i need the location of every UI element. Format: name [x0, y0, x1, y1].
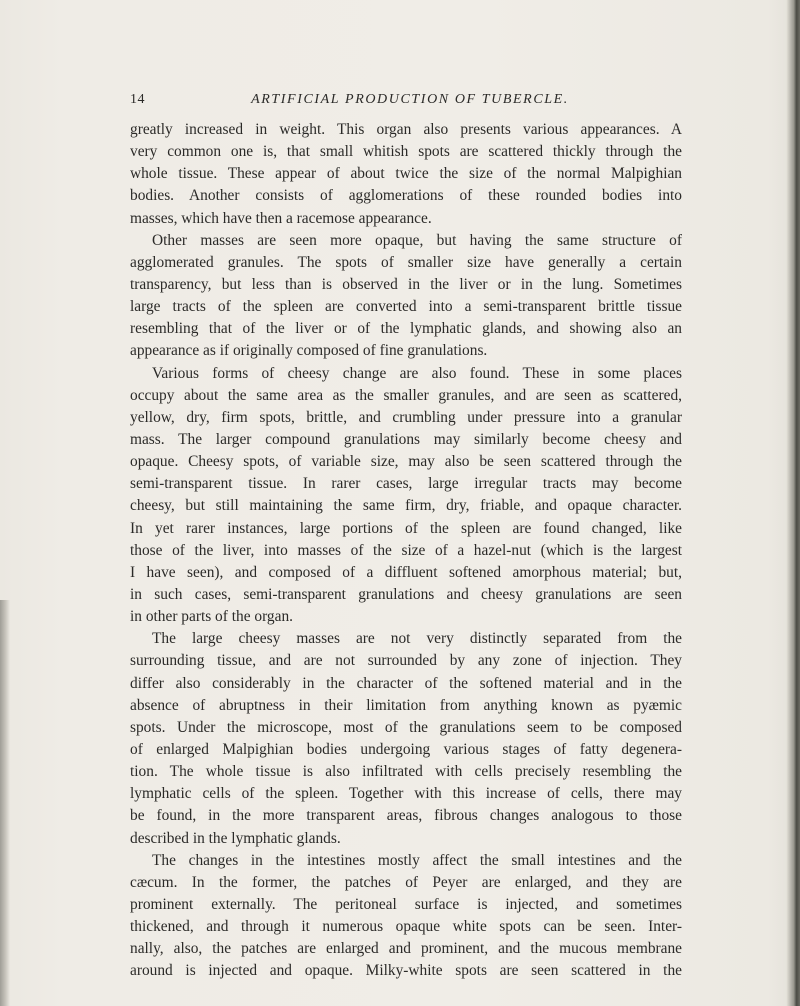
text-line: nally, also, the patches are enlarged and prominent, and the mucous membrane — [130, 940, 682, 958]
running-head: ARTIFICIAL PRODUCTION OF TUBERCLE. — [251, 92, 569, 107]
text-line: in other parts of the organ. — [130, 608, 293, 626]
text-line: absence of abruptness in their limitation from anything known as pyæmic — [130, 696, 682, 714]
text-line: thickened, and through it numerous opaque white spots can be seen. Inter- — [130, 918, 682, 936]
text-line: large tracts of the spleen are converted into a semi-transparent brittle tissue — [130, 298, 682, 316]
text-line: lymphatic cells of the spleen. Together with this increase of cells, there may — [130, 785, 682, 803]
text-line: greatly increased in weight. This organ also presents various appearances. A — [130, 121, 682, 138]
text-line: differ also considerably in the character of the softened material and in the — [130, 674, 682, 692]
text-line: The large cheesy masses are not very distinctly separated from the — [152, 630, 682, 648]
text-line: semi-transparent tissue. In rarer cases, large irregular tracts may become — [130, 475, 682, 493]
text-line: in such cases, semi-transparent granulations and cheesy granulations are seen — [130, 585, 682, 603]
text-line: opaque. Cheesy spots, of variable size, may also be seen scattered through the — [130, 453, 682, 471]
text-line: around is injected and opaque. Milky-white spots are seen scattered in the — [130, 962, 682, 980]
text-line: Other masses are seen more opaque, but having the same structure of — [152, 231, 682, 249]
text-line: mass. The larger compound granulations may similarly become cheesy and — [130, 430, 682, 448]
page-header — [130, 92, 680, 116]
text-line: I have seen), and composed of a diffluent softened amorphous material; but, — [130, 563, 682, 581]
page-gutter-shadow — [0, 600, 10, 1006]
text-line: those of the liver, into masses of the size of a hazel-nut (which is the largest — [130, 541, 682, 559]
body-text — [130, 119, 682, 982]
text-line: of enlarged Malpighian bodies undergoing various stages of fatty degenera- — [130, 740, 682, 758]
text-line: transparency, but less than is observed in the liver or in the lung. Sometimes — [130, 275, 682, 293]
text-line: tion. The whole tissue is also infiltrated with cells precisely resembling the — [130, 763, 682, 781]
text-line: The changes in the intestines mostly affect the small intestines and the — [152, 851, 682, 869]
text-line: yellow, dry, firm spots, brittle, and crumbling under pressure into a granular — [130, 408, 682, 426]
text-line: prominent externally. The peritoneal surface is injected, and sometimes — [130, 895, 682, 913]
text-line: occupy about the same area as the smaller granules, and are seen as scattered, — [130, 386, 682, 404]
text-line: cheesy, but still maintaining the same firm, dry, friable, and opaque character. — [130, 497, 682, 515]
text-line: whole tissue. These appear of about twice the size of the normal Malpighian — [130, 165, 682, 183]
text-line: cæcum. In the former, the patches of Peyer are enlarged, and they are — [130, 873, 682, 891]
text-line: be found, in the more transparent areas, fibrous changes analogous to those — [130, 807, 682, 825]
page-number: 14 — [130, 92, 145, 107]
text-line: described in the lymphatic glands. — [130, 829, 341, 847]
text-line: Various forms of cheesy change are also found. These in some places — [152, 364, 682, 382]
text-line: surrounding tissue, and are not surrounded by any zone of injection. They — [130, 652, 682, 670]
text-line: masses, which have then a racemose appearance. — [130, 209, 432, 227]
text-line: very common one is, that small whitish spots are scattered thickly through the — [130, 143, 682, 161]
text-line: resembling that of the liver or of the lymphatic glands, and showing also an — [130, 320, 682, 338]
text-line: agglomerated granules. The spots of smaller size have generally a certain — [130, 253, 682, 271]
text-line: appearance as if originally composed of fine granulations. — [130, 342, 488, 360]
text-line: bodies. Another consists of agglomerations of these rounded bodies into — [130, 187, 682, 205]
page-edge-shadow — [786, 0, 800, 1006]
text-line: In yet rarer instances, large portions of the spleen are found changed, like — [130, 519, 682, 537]
text-line: spots. Under the microscope, most of the granulations seem to be composed — [130, 718, 682, 736]
